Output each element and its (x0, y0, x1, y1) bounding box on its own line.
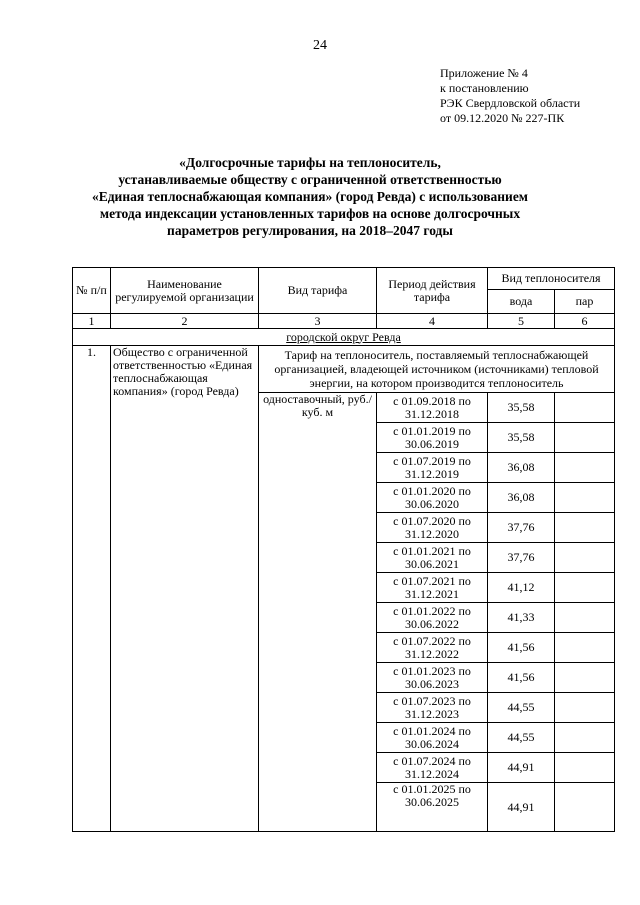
period-start: с 01.09.2018 по (393, 393, 471, 408)
period-start: с 01.07.2021 по (393, 573, 471, 588)
steam-value (555, 693, 615, 723)
row-number: 1. (73, 346, 111, 832)
period-end: 31.12.2024 (405, 766, 459, 781)
period-start: с 01.01.2025 по (393, 782, 471, 796)
period-cell (377, 573, 488, 603)
water-value: 41,56 (488, 633, 555, 663)
title-line: параметров регулирования, на 2018–2047 годы (167, 223, 453, 238)
period-start: с 01.01.2019 по (393, 423, 471, 438)
steam-value (555, 423, 615, 453)
period-start: с 01.01.2022 по (393, 603, 471, 618)
header-steam: пар (555, 290, 615, 314)
district-label: городской округ Ревда (73, 329, 615, 346)
period-cell (377, 603, 488, 633)
appendix-line: от 09.12.2020 № 227-ПК (440, 111, 565, 125)
water-value: 35,58 (488, 393, 555, 423)
period-start: с 01.07.2023 по (393, 693, 471, 708)
period-cell (377, 423, 488, 453)
steam-value (555, 453, 615, 483)
header-period: Период действия тарифа (377, 268, 488, 314)
period-cell (377, 393, 488, 423)
period-end: 31.12.2018 (405, 406, 459, 421)
title-line: «Единая теплоснабжающая компания» (город Ревда) с использованием (91, 189, 529, 204)
period-start: с 01.01.2021 по (393, 543, 471, 558)
period-end: 30.06.2021 (405, 556, 459, 571)
header-water: вода (488, 290, 555, 314)
steam-value (555, 663, 615, 693)
period-cell (377, 513, 488, 543)
period-end: 31.12.2019 (405, 466, 459, 481)
period-cell (377, 483, 488, 513)
period-cell (377, 723, 488, 753)
tariff-kind: одноставочный, руб./куб. м (259, 393, 377, 832)
tariff-description: Тариф на теплоноситель, поставляемый теплоснабжающей организацией, владеющей источником (источниками) тепловой энергии, на котором производится теплоноситель (259, 346, 615, 393)
header-carrier: Вид теплоносителя (488, 268, 615, 290)
document-title (70, 154, 550, 239)
header-organization: Наименование регулируемой организации (111, 268, 259, 314)
period-end: 30.06.2019 (405, 436, 459, 451)
steam-value (555, 603, 615, 633)
header-num: № п/п (73, 268, 111, 314)
steam-value (555, 393, 615, 423)
water-value: 44,55 (488, 723, 555, 753)
period-end: 31.12.2020 (405, 526, 459, 541)
period-cell (377, 783, 488, 832)
water-value: 44,91 (488, 783, 555, 832)
period-cell (377, 663, 488, 693)
period-end: 30.06.2025 (405, 795, 459, 809)
period-end: 31.12.2022 (405, 646, 459, 661)
water-value: 44,91 (488, 753, 555, 783)
appendix-line: РЭК Свердловской области (440, 96, 581, 110)
organization-name: Общество с ограниченной ответственностью «Единая теплоснабжающая компания» (город Ревда) (111, 346, 259, 832)
steam-value (555, 633, 615, 663)
title-line: метода индексации установленных тарифов на основе долгосрочных (99, 206, 521, 221)
period-end: 31.12.2021 (405, 586, 459, 601)
period-end: 30.06.2022 (405, 616, 459, 631)
water-value: 36,08 (488, 453, 555, 483)
steam-value (555, 723, 615, 753)
period-end: 30.06.2020 (405, 496, 459, 511)
period-cell (377, 453, 488, 483)
appendix-line: Приложение № 4 (440, 66, 528, 80)
page-number: 24 (313, 38, 327, 53)
water-value: 35,58 (488, 423, 555, 453)
column-number: 6 (555, 314, 615, 329)
water-value: 36,08 (488, 483, 555, 513)
steam-value (555, 573, 615, 603)
header-tariff-type: Вид тарифа (259, 268, 377, 314)
period-start: с 01.01.2023 по (393, 663, 471, 678)
water-value: 41,12 (488, 573, 555, 603)
period-end: 31.12.2023 (405, 706, 459, 721)
water-value: 37,76 (488, 543, 555, 573)
column-number: 1 (73, 314, 111, 329)
steam-value (555, 483, 615, 513)
water-value: 41,33 (488, 603, 555, 633)
column-number: 4 (377, 314, 488, 329)
period-cell (377, 543, 488, 573)
period-start: с 01.01.2024 по (393, 723, 471, 738)
title-line: «Долгосрочные тарифы на теплоноситель, (179, 155, 441, 170)
column-number: 5 (488, 314, 555, 329)
title-line: устанавливаемые обществу с ограниченной ответственностью (118, 172, 502, 187)
water-value: 44,55 (488, 693, 555, 723)
water-value: 37,76 (488, 513, 555, 543)
period-start: с 01.07.2022 по (393, 633, 471, 648)
steam-value (555, 543, 615, 573)
steam-value (555, 753, 615, 783)
period-end: 30.06.2024 (405, 736, 459, 751)
period-cell (377, 753, 488, 783)
steam-value (555, 513, 615, 543)
period-start: с 01.07.2024 по (393, 753, 471, 768)
period-start: с 01.01.2020 по (393, 483, 471, 498)
appendix-block (440, 66, 580, 126)
tariff-table (72, 267, 615, 832)
period-cell (377, 633, 488, 663)
steam-value (555, 783, 615, 832)
period-start: с 01.07.2019 по (393, 453, 471, 468)
period-start: с 01.07.2020 по (393, 513, 471, 528)
period-cell (377, 693, 488, 723)
water-value: 41,56 (488, 663, 555, 693)
period-end: 30.06.2023 (405, 676, 459, 691)
column-number: 2 (111, 314, 259, 329)
appendix-line: к постановлению (440, 81, 529, 95)
column-number: 3 (259, 314, 377, 329)
